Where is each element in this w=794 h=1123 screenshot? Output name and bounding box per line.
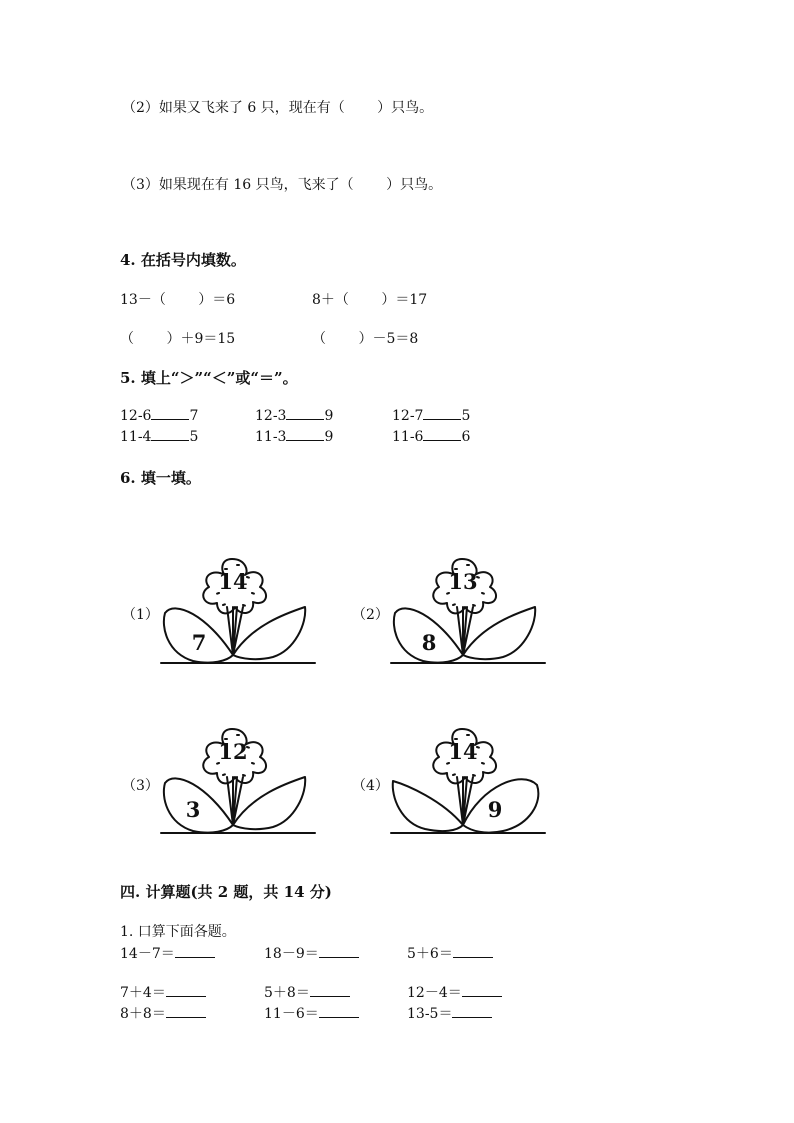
answer-blank[interactable] — [166, 1005, 206, 1018]
flower-figure-2 — [387, 545, 547, 675]
q3-item-3: （3）如果现在有 16 只鸟，飞来了（ ）只鸟。 — [122, 177, 443, 193]
calc-item — [264, 1003, 359, 1023]
q3-item-2: （2）如果又飞来了 6 只，现在有（ ）只鸟。 — [122, 100, 434, 116]
answer-blank[interactable] — [310, 984, 350, 997]
flower-4-svg — [387, 715, 547, 845]
calc-item — [120, 943, 215, 963]
answer-blank[interactable] — [452, 1005, 492, 1018]
flower-label-4: （4） — [352, 778, 389, 794]
q4-row2-b: （ ）－5＝8 — [312, 331, 419, 347]
compare-item — [120, 428, 198, 445]
flower-center-number: 14 — [218, 569, 248, 594]
calc-item — [407, 982, 502, 1002]
answer-blank[interactable] — [319, 945, 359, 958]
calc-expression: 11－6＝ — [264, 1006, 319, 1022]
flower-leaf-number: 3 — [185, 797, 201, 822]
calc-expression: 18－9＝ — [264, 946, 319, 962]
flower-center-number: 12 — [218, 739, 248, 764]
compare-left: 12-6 — [120, 408, 152, 424]
q4-row1-a: 13－（ ）＝6 — [120, 292, 236, 308]
q4-row2-a: （ ）＋9＝15 — [120, 331, 236, 347]
calc-expression: 5＋8＝ — [264, 985, 310, 1001]
compare-item — [255, 428, 333, 445]
q5-title: 5. 填上“＞”“＜”或“＝”。 — [120, 369, 298, 387]
flower-leaf-number: 7 — [191, 630, 207, 655]
answer-blank[interactable] — [151, 407, 189, 420]
compare-item — [120, 407, 198, 424]
q4-title: 4. 在括号内填数。 — [120, 251, 246, 269]
flower-leaf-number: 9 — [487, 797, 503, 822]
answer-blank[interactable] — [151, 428, 189, 441]
flower-label-1: （1） — [122, 607, 159, 623]
answer-blank[interactable] — [175, 945, 215, 958]
compare-right: 9 — [324, 408, 334, 424]
compare-item — [392, 428, 470, 445]
answer-blank[interactable] — [423, 407, 461, 420]
flower-figure-3 — [157, 715, 317, 845]
answer-blank[interactable] — [453, 945, 493, 958]
compare-left: 11-3 — [255, 429, 287, 445]
section-title: 四. 计算题(共 2 题，共 14 分) — [120, 883, 332, 901]
compare-left: 12-3 — [255, 408, 287, 424]
compare-item — [392, 407, 470, 424]
answer-blank[interactable] — [462, 984, 502, 997]
flower-label-2: （2） — [352, 607, 389, 623]
calc-item — [120, 1003, 206, 1023]
calc-expression: 13-5＝ — [407, 1006, 453, 1022]
flower-figure-4 — [387, 715, 547, 845]
compare-right: 7 — [189, 408, 199, 424]
compare-right: 5 — [189, 429, 199, 445]
calc-expression: 7＋4＝ — [120, 985, 166, 1001]
q4-row1-b: 8＋（ ）＝17 — [312, 292, 428, 308]
answer-blank[interactable] — [286, 428, 324, 441]
flower-figure-1 — [157, 545, 317, 675]
compare-left: 12-7 — [392, 408, 424, 424]
compare-item — [255, 407, 333, 424]
calc-item — [407, 1003, 492, 1023]
flower-leaf-number: 8 — [421, 630, 437, 655]
calc-item — [120, 982, 206, 1002]
q6-title: 6. 填一填。 — [120, 469, 201, 487]
calc-item — [264, 982, 350, 1002]
calc-expression: 8＋8＝ — [120, 1006, 166, 1022]
calc-item — [264, 943, 359, 963]
compare-right: 5 — [461, 408, 471, 424]
flower-label-3: （3） — [122, 778, 159, 794]
answer-blank[interactable] — [319, 1005, 359, 1018]
calc-expression: 5＋6＝ — [407, 946, 453, 962]
compare-right: 6 — [461, 429, 471, 445]
calc-expression: 12－4＝ — [407, 985, 462, 1001]
calc-title: 1. 口算下面各题。 — [120, 924, 236, 940]
flower-3-svg — [157, 715, 317, 845]
calc-item — [407, 943, 493, 963]
compare-right: 9 — [324, 429, 334, 445]
compare-left: 11-6 — [392, 429, 424, 445]
calc-expression: 14－7＝ — [120, 946, 175, 962]
answer-blank[interactable] — [423, 428, 461, 441]
answer-blank[interactable] — [286, 407, 324, 420]
answer-blank[interactable] — [166, 984, 206, 997]
flower-1-svg — [157, 545, 317, 675]
flower-center-number: 13 — [448, 569, 478, 594]
flower-2-svg — [387, 545, 547, 675]
compare-left: 11-4 — [120, 429, 152, 445]
flower-center-number: 14 — [448, 739, 478, 764]
